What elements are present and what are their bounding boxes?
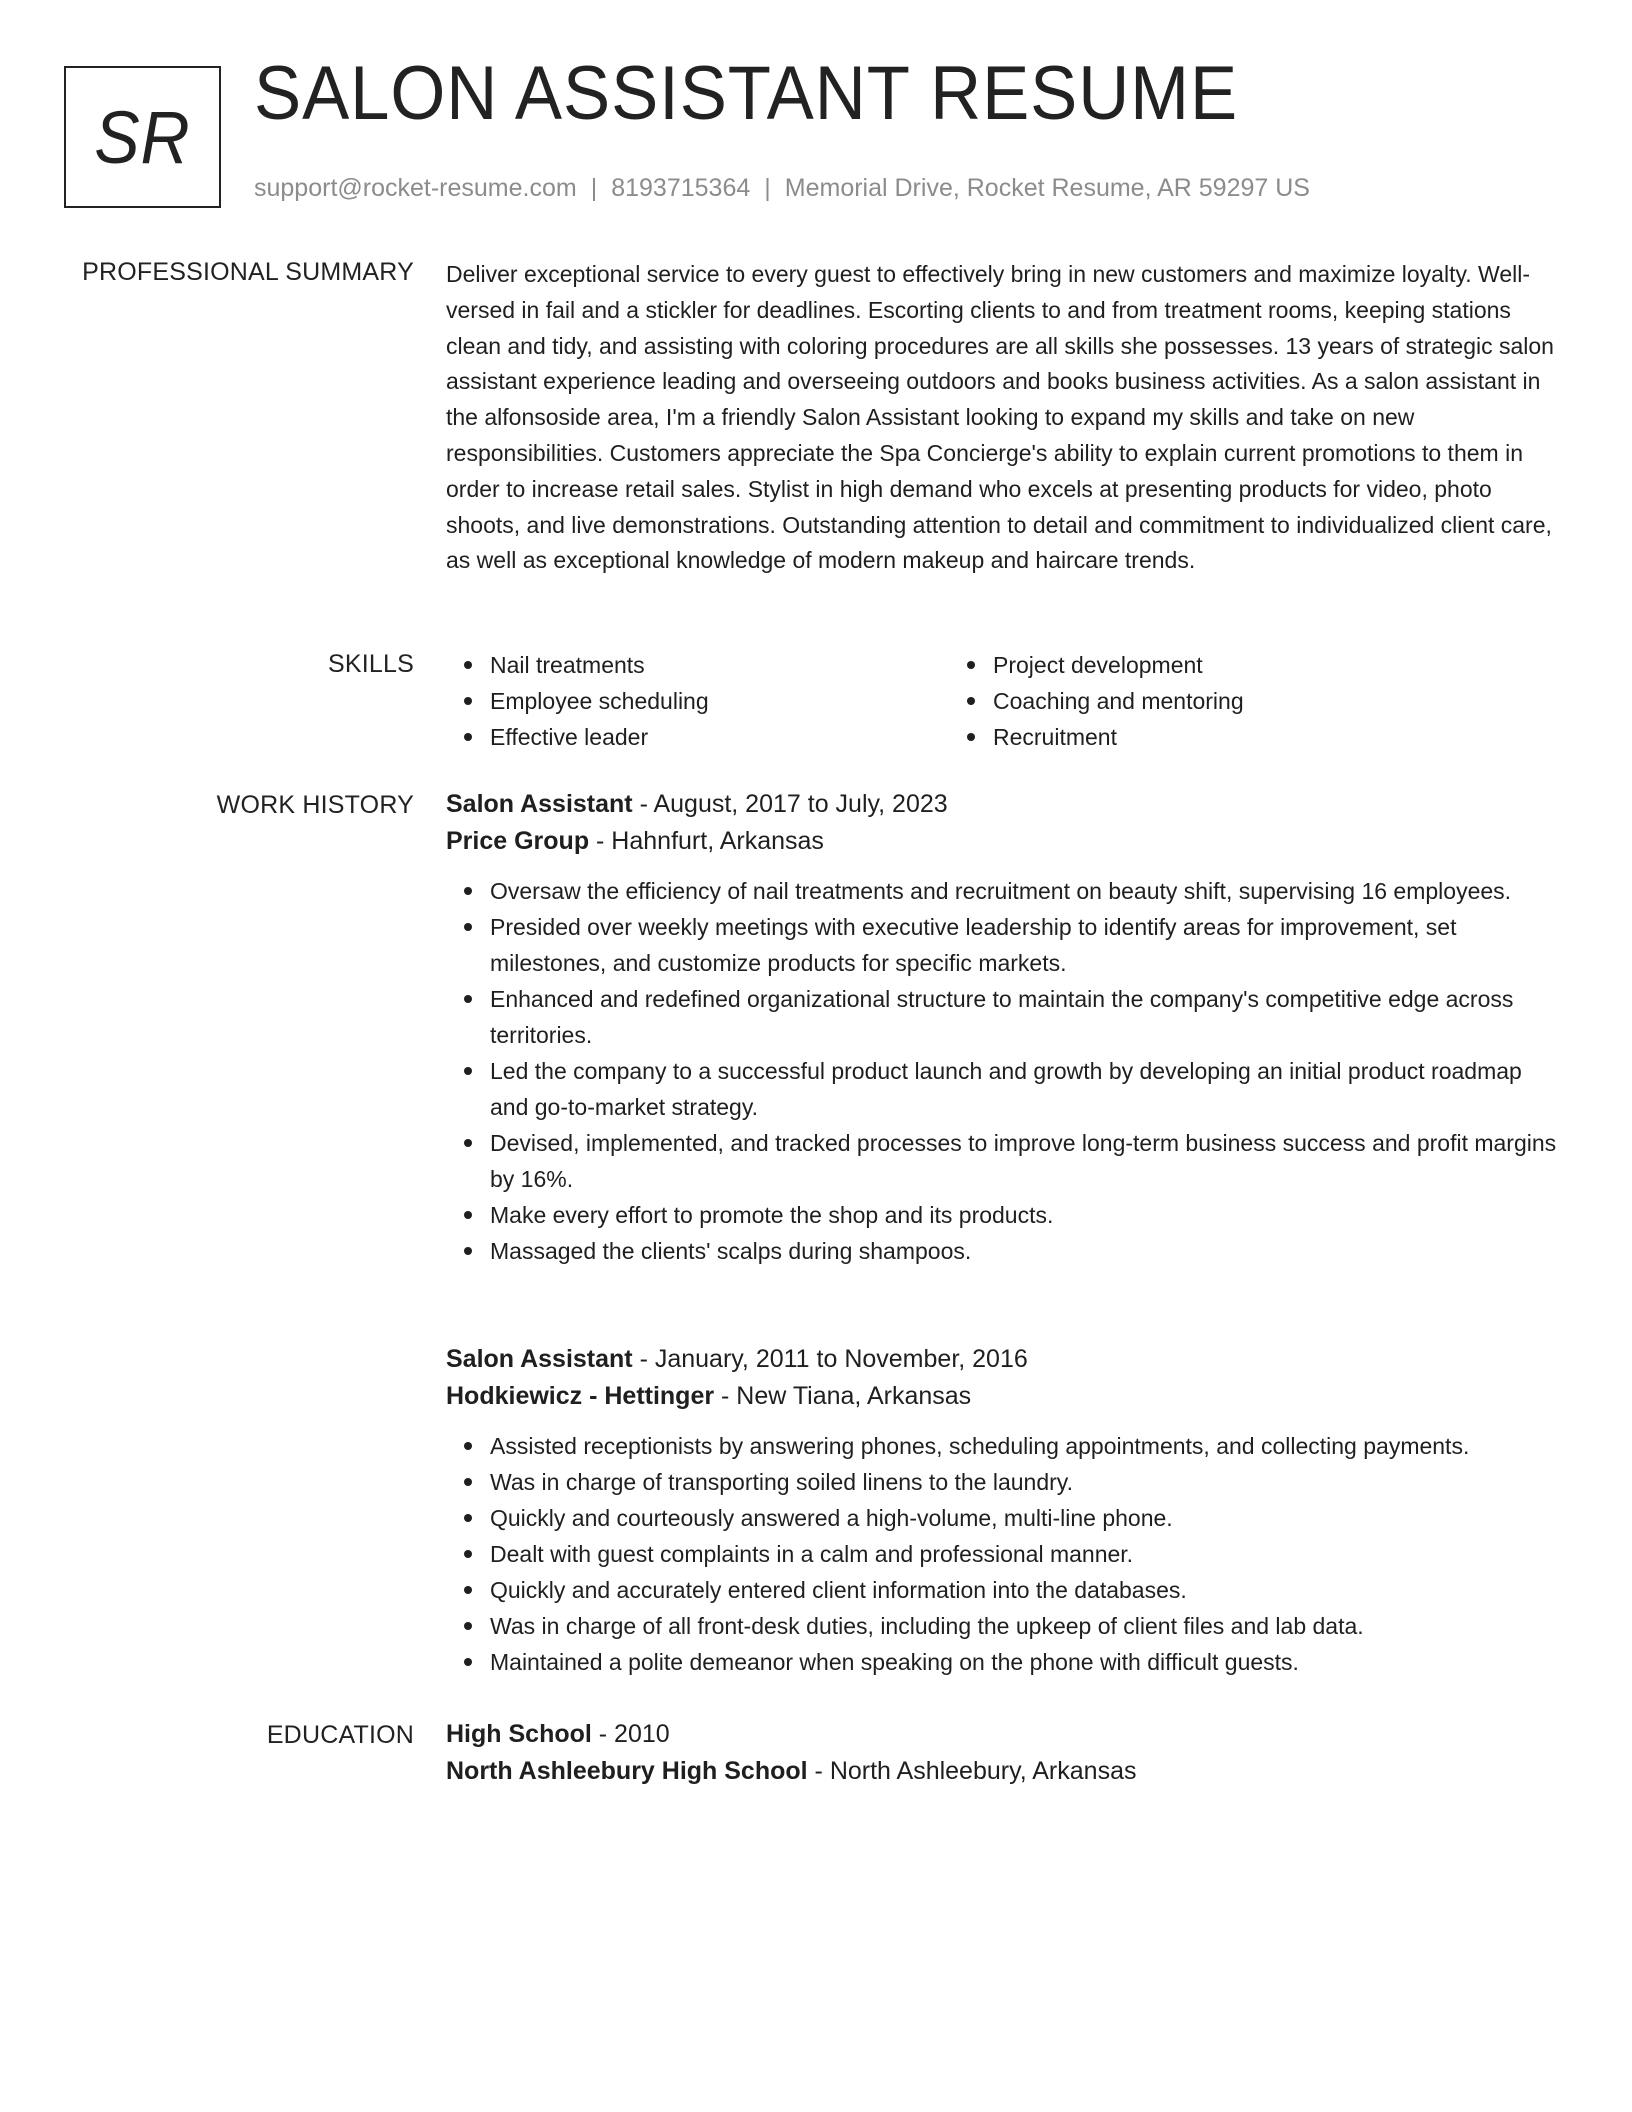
contact-separator: | [590,174,598,202]
skill-item: Employee scheduling [490,683,949,719]
list-item: Enhanced and redefined organizational structure to maintain the company's competitive edge across territories. [490,981,1566,1053]
skills-list [446,647,1566,755]
job-title-line [446,788,1566,821]
contact-email[interactable]: support@rocket-resume.com [254,174,577,202]
job-company: Price Group [446,826,590,855]
list-item: Make every effort to promote the shop and its products. [490,1197,1566,1233]
education-school-line [446,1755,1566,1788]
job-location: - Hahnfurt, Arkansas [589,826,824,855]
job-entry [446,1343,1566,1680]
education-degree-line [446,1718,1566,1751]
list-item: Quickly and courteously answered a high-volume, multi-line phone. [490,1500,1566,1536]
contact-line [254,173,1310,203]
monogram-logo [64,66,221,208]
job-duties-list [446,1428,1566,1680]
monogram-initials: SR [94,95,191,179]
job-dates: - January, 2011 to November, 2016 [632,1345,1028,1373]
skill-item: Nail treatments [490,647,949,683]
list-item: Massaged the clients' scalps during shampoos. [490,1233,1566,1269]
list-item: Devised, implemented, and tracked processes to improve long-term business success and profit margins by 16%. [490,1125,1566,1197]
job-company: Hodkiewicz - Hettinger [446,1381,715,1410]
list-item: Assisted receptionists by answering phones, scheduling appointments, and collecting payments. [490,1428,1566,1464]
job-company-line [446,1380,1566,1413]
skill-item: Effective leader [490,719,949,755]
section-label-education: EDUCATION [266,1721,414,1749]
list-item: Led the company to a successful product launch and growth by developing an initial product roadmap and go-to-market strategy. [490,1053,1566,1125]
job-dates: - August, 2017 to July, 2023 [632,790,948,818]
list-item: Was in charge of all front-desk duties, including the upkeep of client files and lab data. [490,1608,1566,1644]
job-entry [446,788,1566,1269]
skills-column-1 [446,647,949,755]
education-school: North Ashleebury High School [446,1756,808,1785]
skill-item: Recruitment [993,719,1509,755]
list-item: Was in charge of transporting soiled linens to the laundry. [490,1464,1566,1500]
education-degree: High School [446,1720,592,1748]
contact-phone[interactable]: 8193715364 [611,174,751,202]
section-label-summary: PROFESSIONAL SUMMARY [82,258,414,286]
summary-text: Deliver exceptional service to every guest to effectively bring in new customers and maximize loyalty. Well-versed in fail and a stickler for deadlines. Escorting clients to and from treatment rooms, keeping stations clean and tidy, and assisting with coloring procedures are all skills she possesses. 13 years of strategic salon assistant experience leading and overseeing outdoors and books business activities. As a salon assistant in the alfonsoside area, I'm a friendly Salon Assistant looking to expand my skills and take on new responsibilities. Customers appreciate the Spa Concierge's ability to explain current promotions to them in order to increase retail sales. Stylist in high demand who excels at presenting products for video, photo shoots, and live demonstrations. Outstanding attention to detail and commitment to individualized client care, as well as exceptional knowledge of modern makeup and haircare trends. [446,261,1554,574]
job-duties-list [446,873,1566,1269]
list-item: Dealt with guest complaints in a calm and professional manner. [490,1536,1566,1572]
job-title: Salon Assistant [446,790,633,818]
contact-address: Memorial Drive, Rocket Resume, AR 59297 US [784,174,1310,202]
education-entry [446,1718,1566,1787]
section-label-skills: SKILLS [328,650,414,678]
job-location: - New Tiana, Arkansas [714,1381,972,1410]
list-item: Quickly and accurately entered client information into the databases. [490,1572,1566,1608]
page-title: SALON ASSISTANT RESUME [254,51,1239,136]
education-location: - North Ashleebury, Arkansas [807,1756,1137,1785]
job-title: Salon Assistant [446,1345,633,1373]
skill-item: Coaching and mentoring [993,683,1509,719]
list-item: Maintained a polite demeanor when speaking on the phone with difficult guests. [490,1644,1566,1680]
contact-separator: | [764,174,771,202]
list-item: Presided over weekly meetings with executive leadership to identify areas for improvement, set milestones, and customize products for specific markets. [490,909,1566,981]
list-item: Oversaw the efficiency of nail treatments and recruitment on beauty shift, supervising 16 employees. [490,873,1566,909]
skills-column-2 [949,647,1509,755]
section-label-work-history: WORK HISTORY [216,791,414,819]
skill-item: Project development [993,647,1509,683]
job-title-line [446,1343,1566,1376]
job-company-line [446,825,1566,858]
education-year: - 2010 [591,1720,670,1748]
